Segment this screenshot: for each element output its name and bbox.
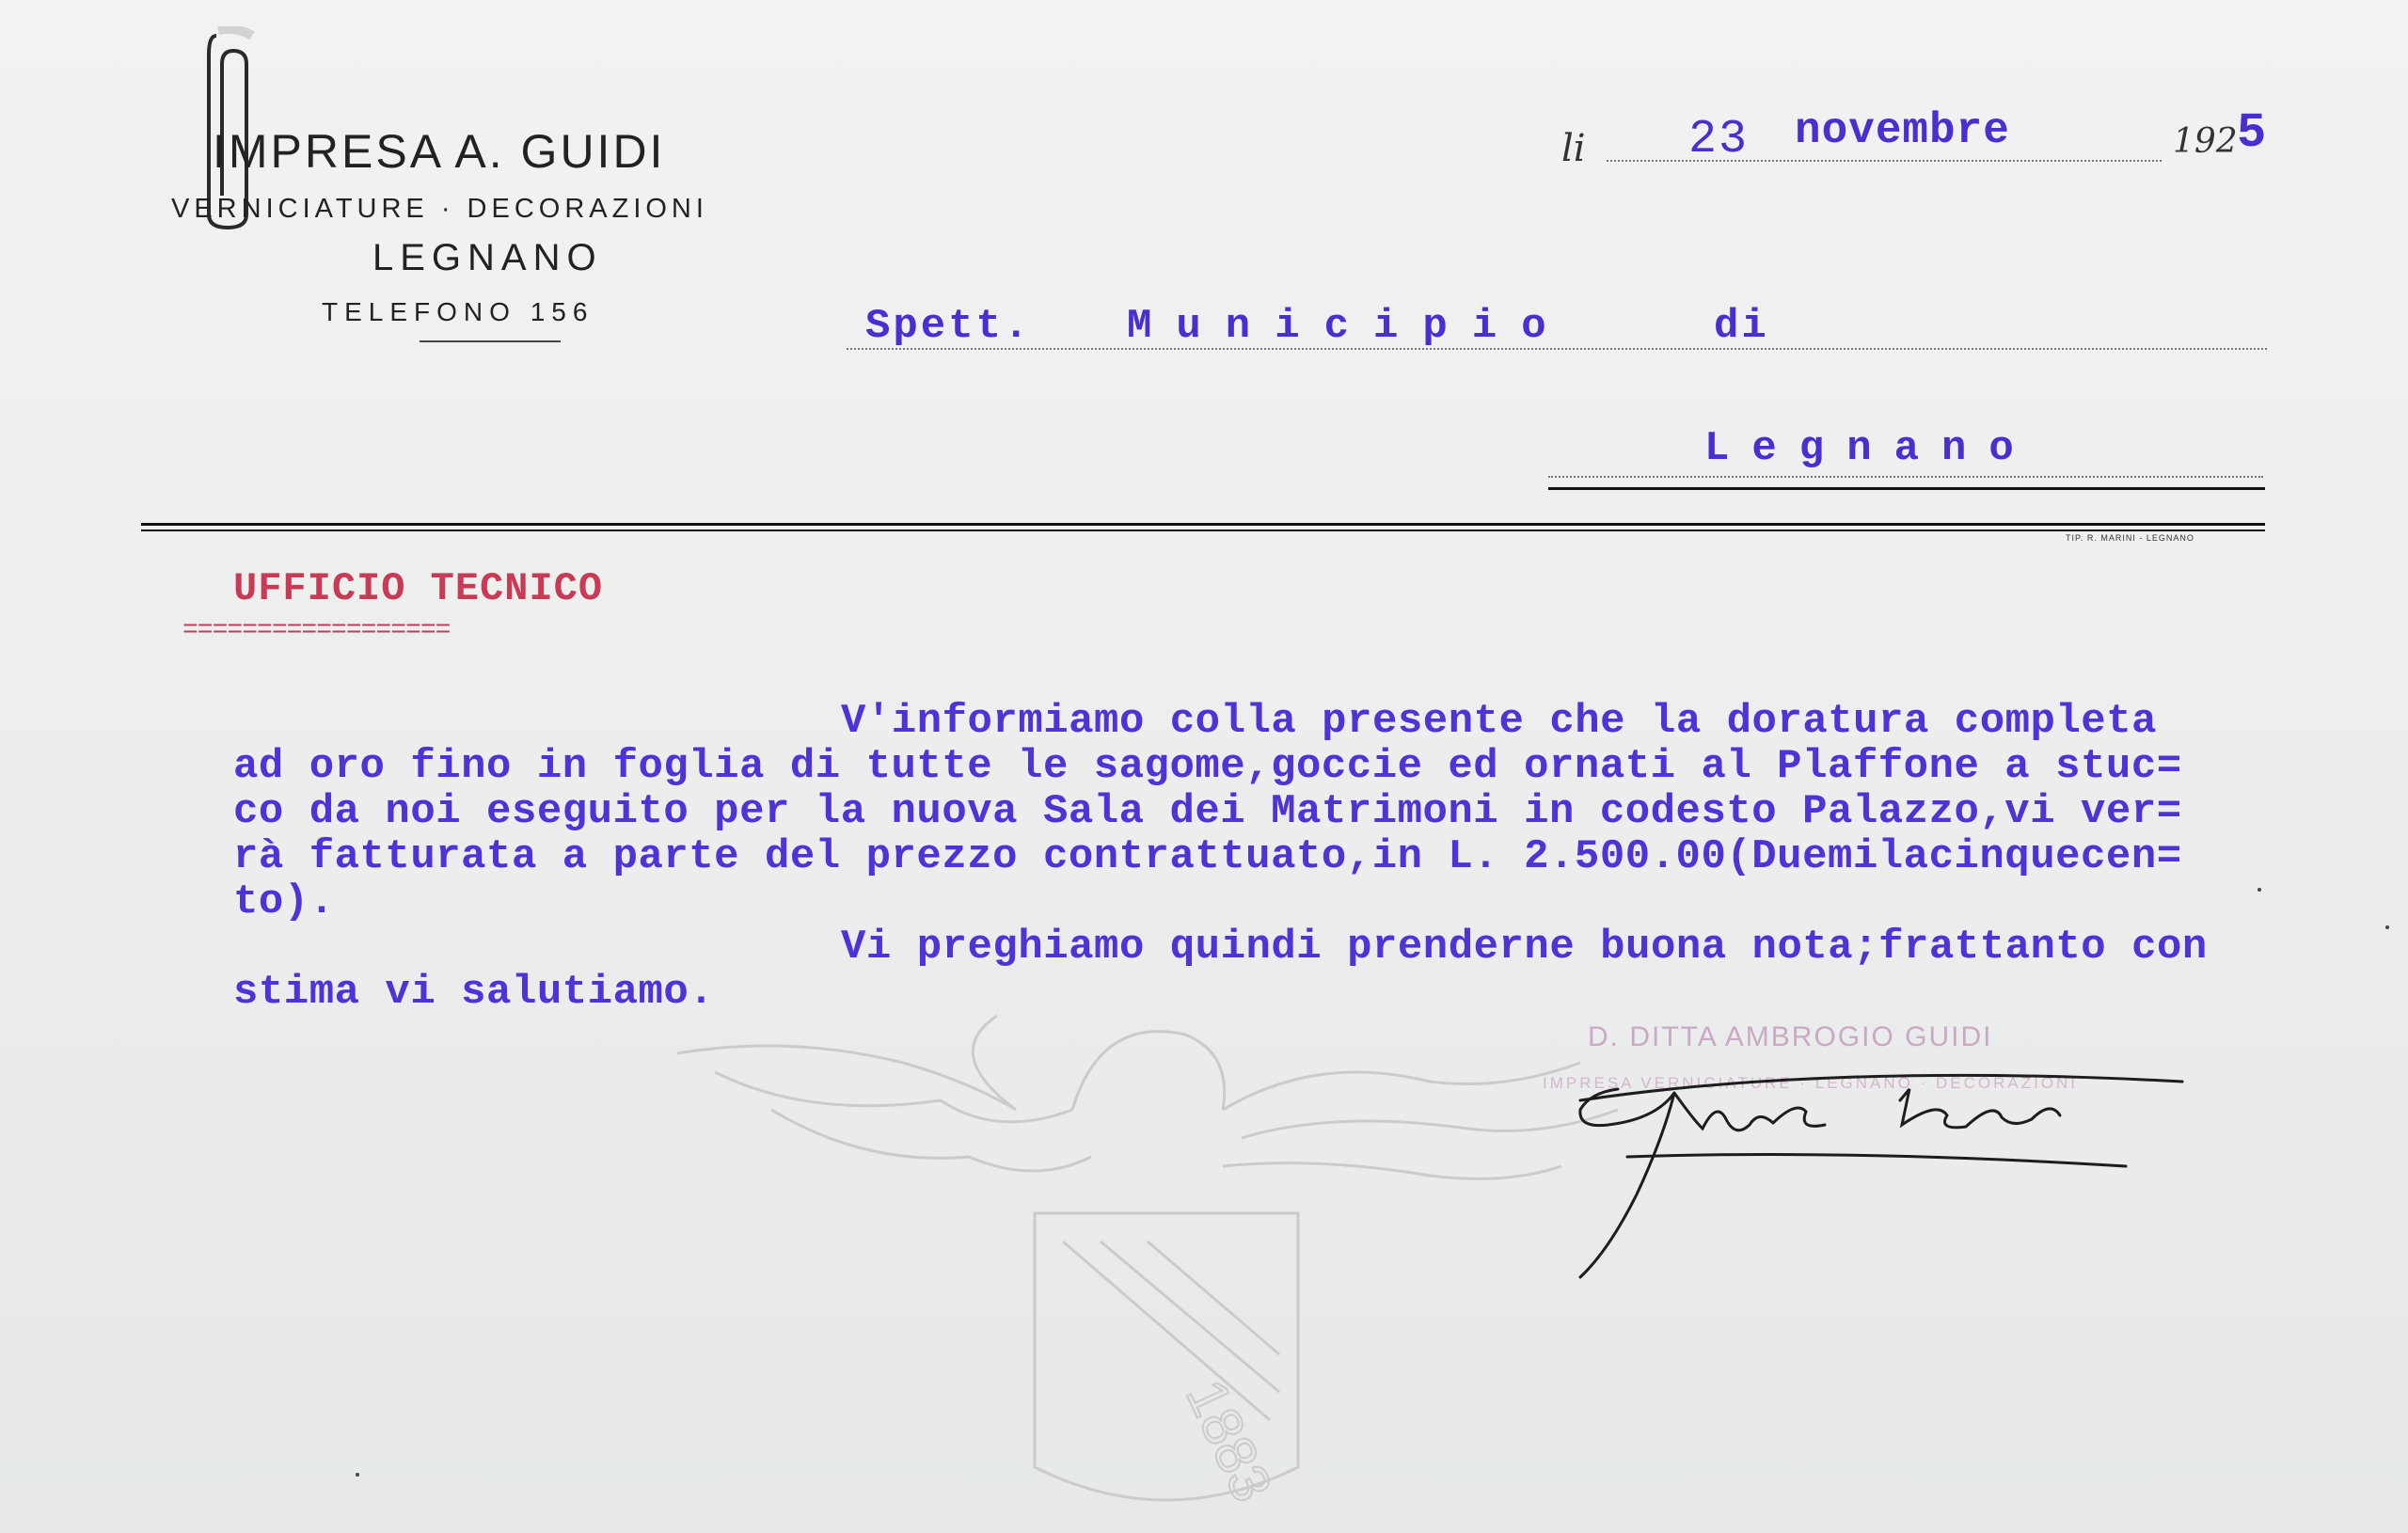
printer-mark: TIP. R. MARINI - LEGNANO bbox=[2066, 533, 2194, 543]
body-line: ad oro fino in foglia di tutte le sagome,goccie ed ornati al Plaffone a stuc= bbox=[233, 743, 2182, 790]
recipient-city: Legnano bbox=[1704, 425, 2036, 472]
body-line: stima vi salutiamo. bbox=[233, 969, 715, 1016]
year-digit: 5 bbox=[2237, 105, 2267, 161]
recipient-name: Municipio bbox=[1127, 303, 1571, 350]
company-activity: VERNICIATURE · DECORAZIONI bbox=[171, 194, 708, 224]
office-title: UFFICIO TECNICO bbox=[233, 566, 604, 611]
handwritten-signature bbox=[1552, 1063, 2210, 1288]
paper-speck bbox=[356, 1473, 359, 1477]
date-prefix: li bbox=[1561, 127, 1586, 170]
embossed-seal-year: 1883 bbox=[1174, 1370, 1285, 1511]
recipient-city-dotted-line bbox=[1548, 476, 2263, 478]
paper-speck bbox=[2258, 888, 2261, 892]
body-line: V'informiamo colla presente che la doratura completa bbox=[841, 698, 2158, 745]
office-title-underline: ================== bbox=[182, 616, 451, 645]
body-line: to). bbox=[233, 878, 335, 925]
body-line: rà fatturata a parte del prezzo contrattuato,in L. 2.500.00(Duemilacinquecen= bbox=[233, 833, 2182, 880]
paper-speck bbox=[2385, 925, 2389, 929]
recipient-salutation: Spett. bbox=[865, 303, 1032, 350]
body-line: Vi preghiamo quindi prenderne buona nota;frattanto con bbox=[841, 924, 2208, 971]
company-name: IMPRESA A. GUIDI bbox=[213, 125, 666, 178]
recipient-preposition: di bbox=[1714, 303, 1769, 350]
embossed-seal bbox=[658, 997, 1656, 1533]
letterhead-ornament bbox=[420, 340, 561, 348]
company-stamp-line1: D. DITTA AMBROGIO GUIDI bbox=[1588, 1021, 1993, 1052]
company-phone: TELEFONO 156 bbox=[322, 297, 594, 326]
header-rule-top bbox=[141, 523, 2265, 526]
company-stamp-line2: IMPRESA VERNICIATURE · LEGNANO · DECORAZIONI bbox=[1543, 1074, 2079, 1092]
company-city: LEGNANO bbox=[372, 237, 603, 278]
date-day: 23 bbox=[1688, 113, 1750, 166]
year-prefix: 192 bbox=[2173, 122, 2238, 161]
header-rule-bottom bbox=[141, 529, 2265, 531]
body-line: co da noi eseguito per la nuova Sala dei Matrimoni in codesto Palazzo,vi ver= bbox=[233, 788, 2182, 835]
recipient-underline bbox=[1548, 487, 2265, 490]
date-month: novembre bbox=[1795, 106, 2010, 155]
